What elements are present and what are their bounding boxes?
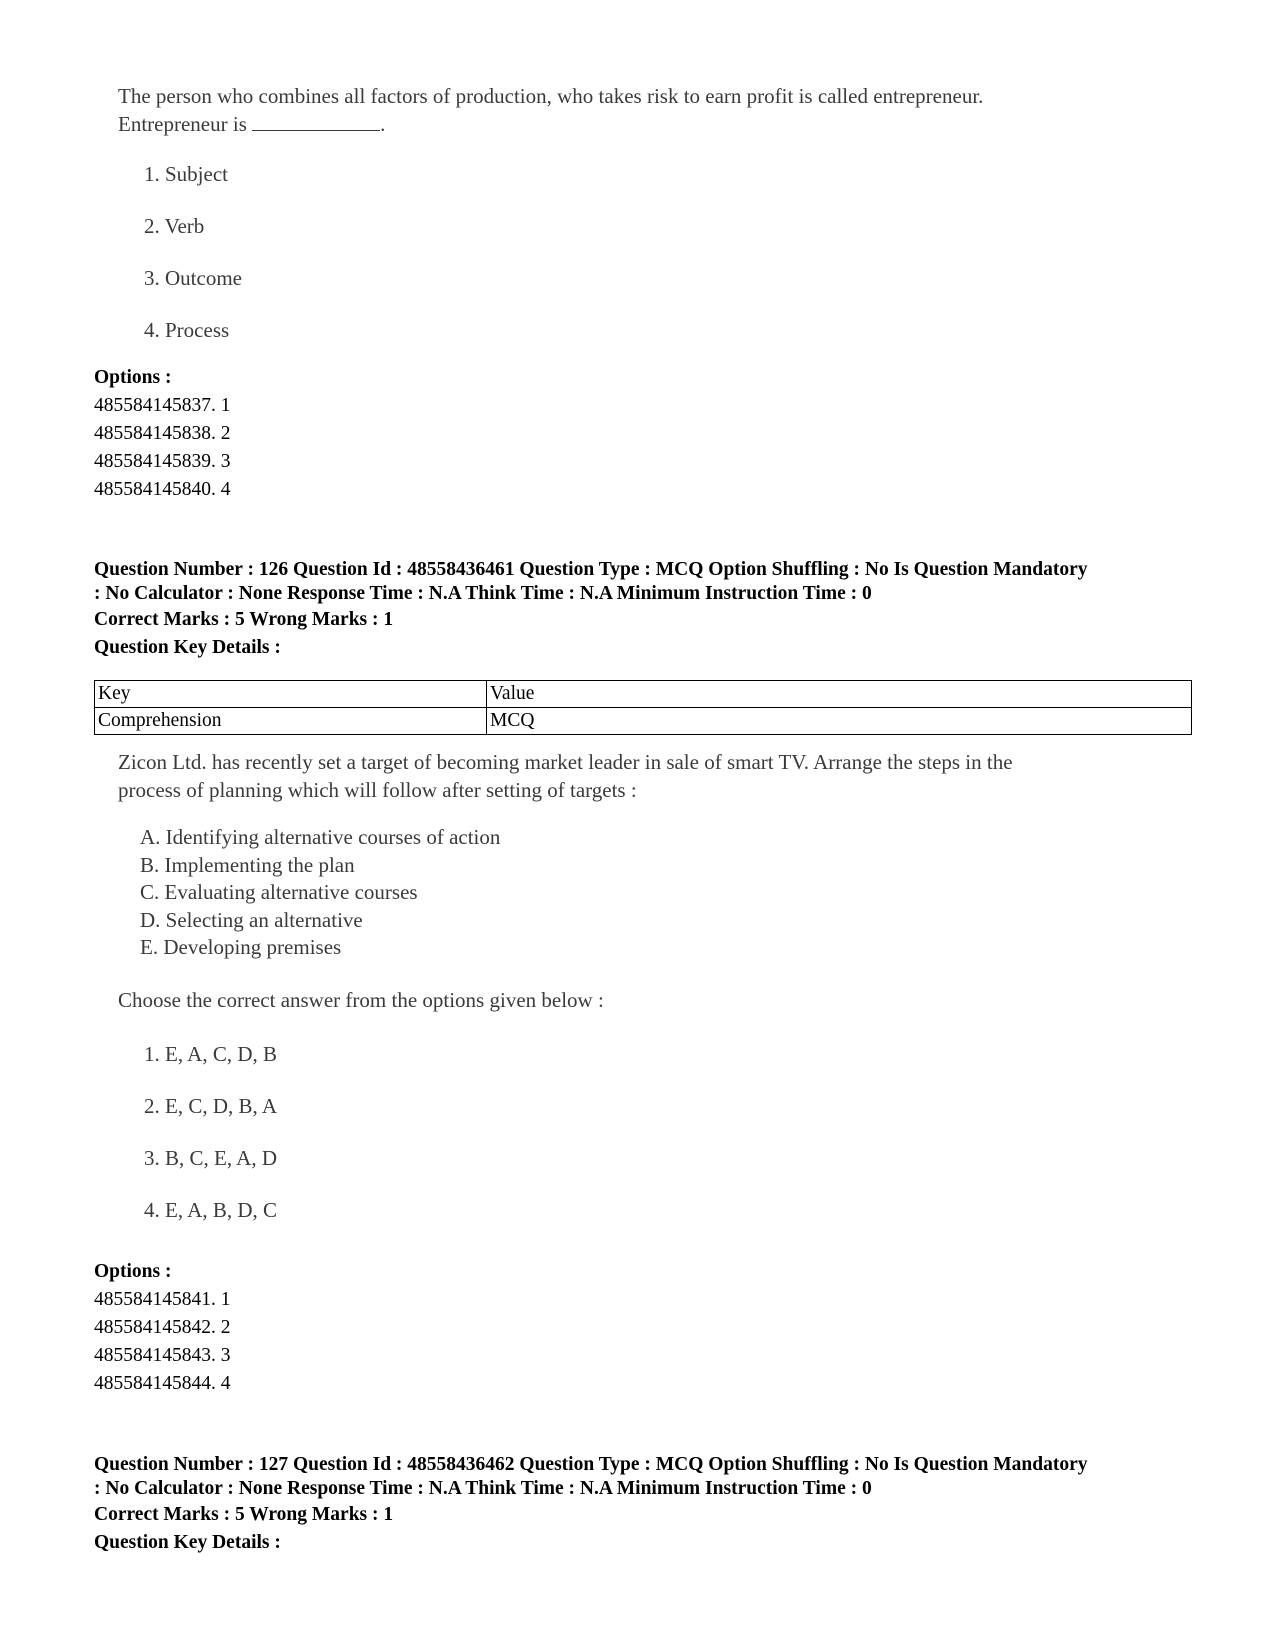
- table-row: [95, 708, 1192, 735]
- q126-key-details-table: [94, 680, 1192, 735]
- q126-step-a: A. Identifying alternative courses of action: [140, 825, 501, 849]
- table-header-row: [95, 681, 1192, 708]
- q127-marks: Correct Marks : 5 Wrong Marks : 1: [94, 1504, 394, 1525]
- q126-option-3: 485584145843. 3: [94, 1345, 231, 1366]
- q127-header: [94, 1453, 1088, 1501]
- q125-question-image: [118, 82, 1118, 352]
- q126-step-b: B. Implementing the plan: [140, 852, 355, 877]
- q125-choice-1: 1. Subject: [144, 162, 228, 186]
- q125-choice-3: 3. Outcome: [144, 266, 242, 290]
- q125-choice-4: 4. Process: [144, 318, 230, 342]
- q126-key-details-label: Question Key Details :: [94, 637, 281, 658]
- q126-choice-2: 2. E, C, D, B, A: [144, 1094, 278, 1118]
- q127-header-line2: : No Calculator : None Response Time : N.A Think Time : N.A Minimum Instruction Time : 0: [94, 1478, 872, 1499]
- q126-header-line1: Question Number : 126 Question Id : 48558436461 Question Type : MCQ Option Shuffling : No Is Question Mandatory: [94, 559, 1088, 580]
- q125-stem-prefix: Entrepreneur is: [118, 112, 247, 136]
- q126-instruction: Choose the correct answer from the options given below :: [118, 988, 604, 1012]
- q125-stem-line1: The person who combines all factors of production, who takes risk to earn profit is called entrepreneur.: [118, 84, 984, 108]
- q125-stem-line2: [118, 110, 1118, 138]
- table-header-value: Value: [487, 681, 1192, 708]
- q126-choice-4: 4. E, A, B, D, C: [144, 1198, 278, 1222]
- q125-option-4: 485584145840. 4: [94, 479, 231, 500]
- q126-header: [94, 558, 1088, 606]
- q126-question-image: [118, 748, 1138, 1228]
- q126-steps-list: [140, 824, 500, 962]
- q126-header-line2: : No Calculator : None Response Time : N.A Think Time : N.A Minimum Instruction Time : 0: [94, 583, 872, 604]
- table-header-key: Key: [95, 681, 487, 708]
- q126-step-e: E. Developing premises: [140, 935, 342, 959]
- q127-key-details-label: Question Key Details :: [94, 1532, 281, 1553]
- table-cell-key: Comprehension: [95, 708, 487, 735]
- q126-choice-1: 1. E, A, C, D, B: [144, 1042, 278, 1066]
- q125-options-label: Options :: [94, 367, 172, 388]
- q125-option-2: 485584145838. 2: [94, 423, 231, 444]
- q126-marks: Correct Marks : 5 Wrong Marks : 1: [94, 609, 394, 630]
- q126-option-2: 485584145842. 2: [94, 1317, 231, 1338]
- q126-step-d: D. Selecting an alternative: [140, 907, 363, 932]
- q126-choice-3: 3. B, C, E, A, D: [144, 1146, 278, 1170]
- q126-stem-line1: Zicon Ltd. has recently set a target of becoming market leader in sale of smart TV. Arrange the steps in the: [118, 750, 1013, 774]
- q125-option-3: 485584145839. 3: [94, 451, 231, 472]
- q126-stem-line2: process of planning which will follow after setting of targets :: [118, 778, 637, 802]
- q126-option-1: 485584145841. 1: [94, 1289, 231, 1310]
- q126-step-c: C. Evaluating alternative courses: [140, 880, 418, 904]
- q125-choice-2: 2. Verb: [144, 214, 205, 238]
- q125-option-1: 485584145837. 1: [94, 395, 231, 416]
- q125-stem-suffix: .: [380, 112, 386, 136]
- q126-option-4: 485584145844. 4: [94, 1373, 231, 1394]
- q127-header-line1: Question Number : 127 Question Id : 48558436462 Question Type : MCQ Option Shuffling : No Is Question Mandatory: [94, 1454, 1088, 1475]
- table-cell-value: MCQ: [487, 708, 1192, 735]
- q126-options-label: Options :: [94, 1261, 172, 1282]
- q125-blank: [252, 112, 380, 131]
